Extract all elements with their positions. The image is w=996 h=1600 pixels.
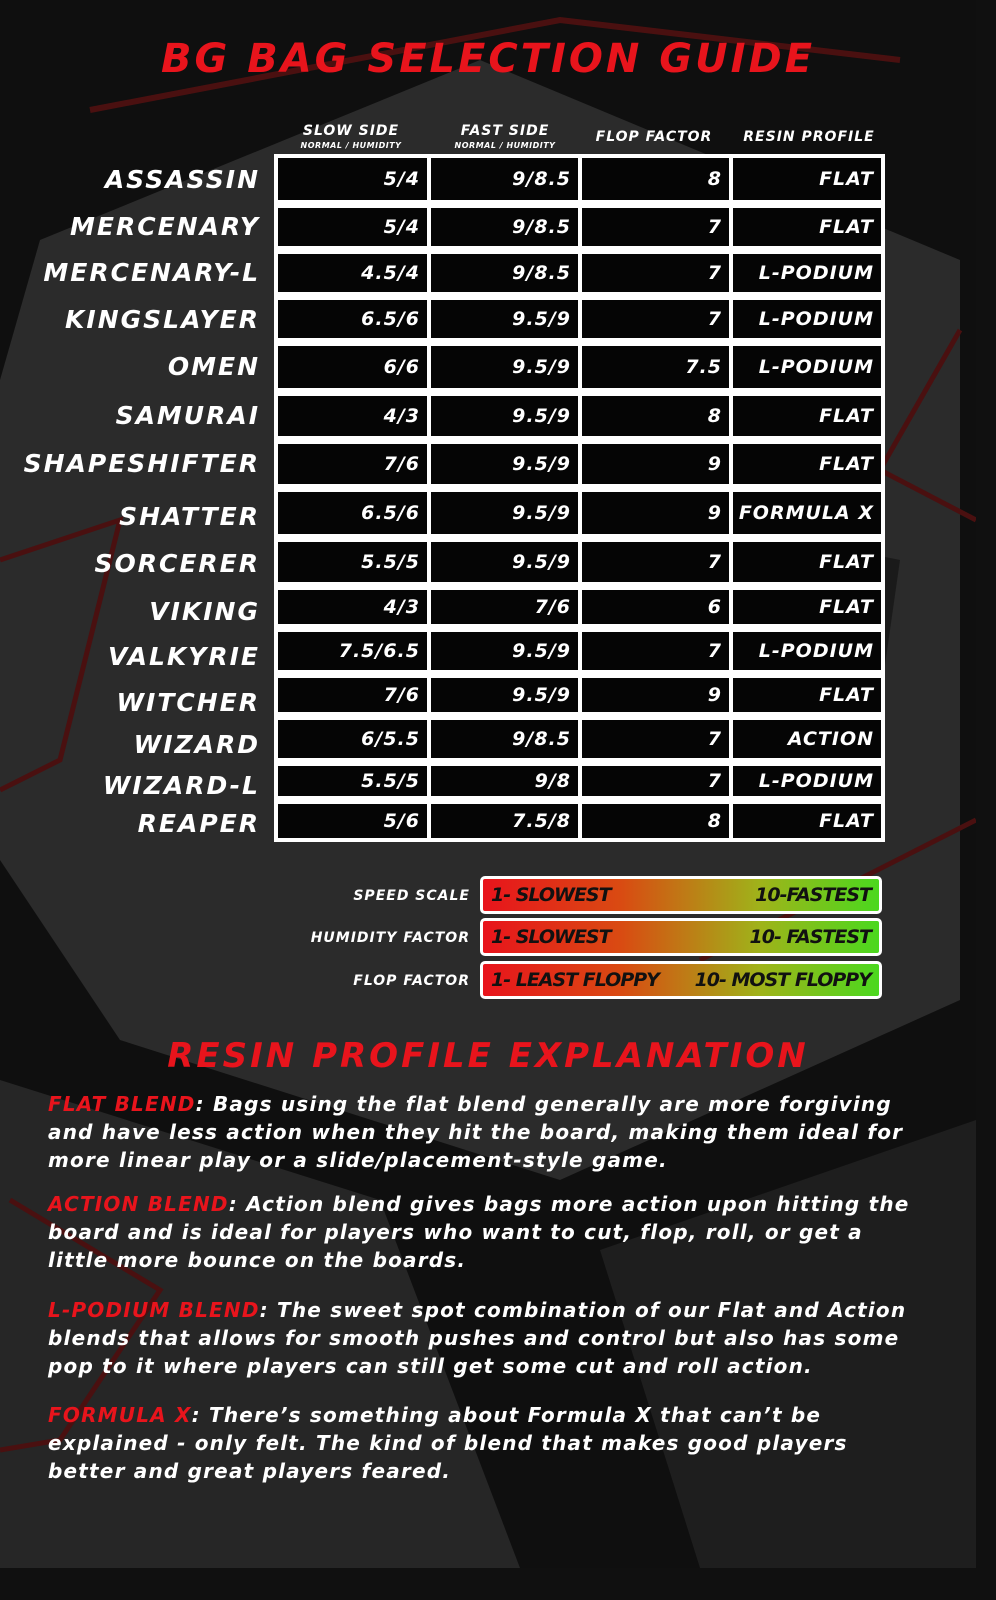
resin-profile-cell: FLAT <box>733 208 881 246</box>
fast-side-cell: 9.5/9 <box>431 678 578 712</box>
table-row <box>274 804 885 838</box>
resin-term: FORMULA X <box>48 1403 192 1427</box>
scale-label: HUMIDITY FACTOR <box>310 930 470 946</box>
flop-factor-cell: 7 <box>582 300 729 338</box>
column-header-slow-side <box>286 124 416 153</box>
scale-gradient-bar <box>480 961 882 999</box>
bag-name: WIZARD <box>133 730 260 759</box>
bag-name: WIZARD-L <box>102 771 260 800</box>
bag-name: KINGSLAYER <box>65 305 260 334</box>
table-row <box>274 766 885 796</box>
fast-side-cell: 9.5/9 <box>431 542 578 582</box>
table-row <box>274 300 885 338</box>
slow-side-label: SLOW SIDE <box>302 123 400 139</box>
resin-profile-cell: L-PODIUM <box>733 346 881 388</box>
slow-side-cell: 5.5/5 <box>278 766 427 796</box>
bag-name: SHATTER <box>119 502 260 531</box>
bag-name: VIKING <box>149 597 260 626</box>
table-row <box>274 346 885 388</box>
page-title: BG BAG SELECTION GUIDE <box>160 36 816 82</box>
table-row <box>274 254 885 292</box>
fast-side-label: FAST SIDE <box>460 123 550 139</box>
resin-profile-cell: FLAT <box>733 804 881 838</box>
fast-side-cell: 7/6 <box>431 590 578 624</box>
bag-name: MERCENARY-L <box>43 258 260 287</box>
flop-factor-cell: 7 <box>582 766 729 796</box>
fast-side-cell: 9/8.5 <box>431 158 578 200</box>
flop-factor-cell: 8 <box>582 396 729 436</box>
flop-factor-cell: 7 <box>582 254 729 292</box>
bag-name: WITCHER <box>116 688 260 717</box>
fast-side-cell: 9.5/9 <box>431 346 578 388</box>
table-row <box>274 158 885 200</box>
column-header-resin-profile: RESIN PROFILE <box>743 129 875 145</box>
resin-profile-cell: FLAT <box>733 542 881 582</box>
slow-side-cell: 7.5/6.5 <box>278 632 427 670</box>
fast-side-cell: 9/8 <box>431 766 578 796</box>
resin-description: : There’s something about Formula X that can’t be explained - only felt. The kind of blend that makes good players better and great players feared. <box>48 1403 848 1483</box>
table-row <box>274 542 885 582</box>
fast-side-cell: 9.5/9 <box>431 300 578 338</box>
slow-side-cell: 7/6 <box>278 444 427 484</box>
resin-explanation-paragraph <box>48 1190 928 1274</box>
flop-factor-cell: 7 <box>582 720 729 758</box>
scale-low-label: 1- SLOWEST <box>491 926 611 948</box>
column-header-fast-side <box>440 124 570 153</box>
fast-side-cell: 9/8.5 <box>431 208 578 246</box>
bag-name: SAMURAI <box>115 401 260 430</box>
flop-factor-cell: 9 <box>582 444 729 484</box>
scale-high-label: 10-FASTEST <box>755 884 871 906</box>
resin-profile-cell: L-PODIUM <box>733 254 881 292</box>
slow-side-cell: 5/4 <box>278 208 427 246</box>
resin-profile-cell: L-PODIUM <box>733 300 881 338</box>
scale-gradient-bar <box>480 876 882 914</box>
resin-profile-cell: FLAT <box>733 396 881 436</box>
flop-factor-cell: 7.5 <box>582 346 729 388</box>
fast-side-cell: 9.5/9 <box>431 444 578 484</box>
resin-profile-cell: L-PODIUM <box>733 766 881 796</box>
slow-side-cell: 6.5/6 <box>278 492 427 534</box>
slow-side-cell: 5/4 <box>278 158 427 200</box>
bag-name: ASSASSIN <box>104 165 260 194</box>
table-row <box>274 396 885 436</box>
resin-profile-cell: FLAT <box>733 590 881 624</box>
resin-description: : Action blend gives bags more action upon hitting the board and is ideal for players who want to cut, flop, roll, or get a little more bounce on the boards. <box>48 1192 910 1272</box>
resin-profile-cell: FLAT <box>733 444 881 484</box>
flop-factor-cell: 7 <box>582 208 729 246</box>
fast-side-cell: 9/8.5 <box>431 720 578 758</box>
resin-profile-cell: FLAT <box>733 678 881 712</box>
scale-high-label: 10- MOST FLOPPY <box>694 969 871 991</box>
fast-side-cell: 9.5/9 <box>431 492 578 534</box>
slow-side-cell: 6/6 <box>278 346 427 388</box>
table-row <box>274 208 885 246</box>
flop-factor-cell: 7 <box>582 632 729 670</box>
bag-name: SORCERER <box>94 549 260 578</box>
flop-factor-cell: 9 <box>582 492 729 534</box>
fast-side-cell: 7.5/8 <box>431 804 578 838</box>
fast-side-sublabel: NORMAL / HUMIDITY <box>454 141 556 150</box>
flop-factor-cell: 8 <box>582 158 729 200</box>
slow-side-cell: 6.5/6 <box>278 300 427 338</box>
bag-name: VALKYRIE <box>107 642 260 671</box>
fast-side-cell: 9.5/9 <box>431 396 578 436</box>
column-header-flop-factor: FLOP FACTOR <box>595 129 713 145</box>
slow-side-cell: 6/5.5 <box>278 720 427 758</box>
fast-side-cell: 9/8.5 <box>431 254 578 292</box>
slow-side-cell: 4.5/4 <box>278 254 427 292</box>
bag-table <box>274 154 885 842</box>
table-row <box>274 492 885 534</box>
resin-explanation-paragraph <box>48 1090 928 1174</box>
bag-name: MERCENARY <box>70 212 260 241</box>
slow-side-sublabel: NORMAL / HUMIDITY <box>300 141 402 150</box>
resin-profile-cell: FORMULA X <box>733 492 881 534</box>
bag-name: OMEN <box>167 352 260 381</box>
slow-side-cell: 5/6 <box>278 804 427 838</box>
table-row <box>274 720 885 758</box>
bag-name: SHAPESHIFTER <box>23 449 260 478</box>
resin-profile-cell: L-PODIUM <box>733 632 881 670</box>
resin-profile-cell: ACTION <box>733 720 881 758</box>
slow-side-cell: 5.5/5 <box>278 542 427 582</box>
table-row <box>274 444 885 484</box>
slow-side-cell: 4/3 <box>278 396 427 436</box>
scale-low-label: 1- LEAST FLOPPY <box>491 969 659 991</box>
resin-heading: RESIN PROFILE EXPLANATION <box>167 1036 809 1076</box>
scale-low-label: 1- SLOWEST <box>491 884 611 906</box>
slow-side-cell: 4/3 <box>278 590 427 624</box>
flop-factor-cell: 6 <box>582 590 729 624</box>
resin-description: : The sweet spot combination of our Flat and Action blends that allows for smooth pushes and control but also has some pop to it where players can still get some cut and roll action. <box>48 1298 907 1378</box>
resin-term: ACTION BLEND <box>48 1192 229 1216</box>
table-row <box>274 678 885 712</box>
slow-side-cell: 7/6 <box>278 678 427 712</box>
resin-term: FLAT BLEND <box>48 1092 196 1116</box>
fast-side-cell: 9.5/9 <box>431 632 578 670</box>
flop-factor-cell: 9 <box>582 678 729 712</box>
table-row <box>274 590 885 624</box>
resin-description: : Bags using the flat blend generally are more forgiving and have less action when they hit the board, making them ideal for more linear play or a slide/placement-style game. <box>48 1092 904 1172</box>
scale-high-label: 10- FASTEST <box>749 926 871 948</box>
resin-profile-cell: FLAT <box>733 158 881 200</box>
flop-factor-cell: 7 <box>582 542 729 582</box>
bag-name: REAPER <box>137 809 260 838</box>
scale-label: SPEED SCALE <box>353 888 470 904</box>
scale-label: FLOP FACTOR <box>353 973 470 989</box>
resin-term: L-PODIUM BLEND <box>48 1298 260 1322</box>
resin-explanation-paragraph <box>48 1401 928 1485</box>
flop-factor-cell: 8 <box>582 804 729 838</box>
table-row <box>274 632 885 670</box>
scale-gradient-bar <box>480 918 882 956</box>
resin-explanation-paragraph <box>48 1296 928 1380</box>
